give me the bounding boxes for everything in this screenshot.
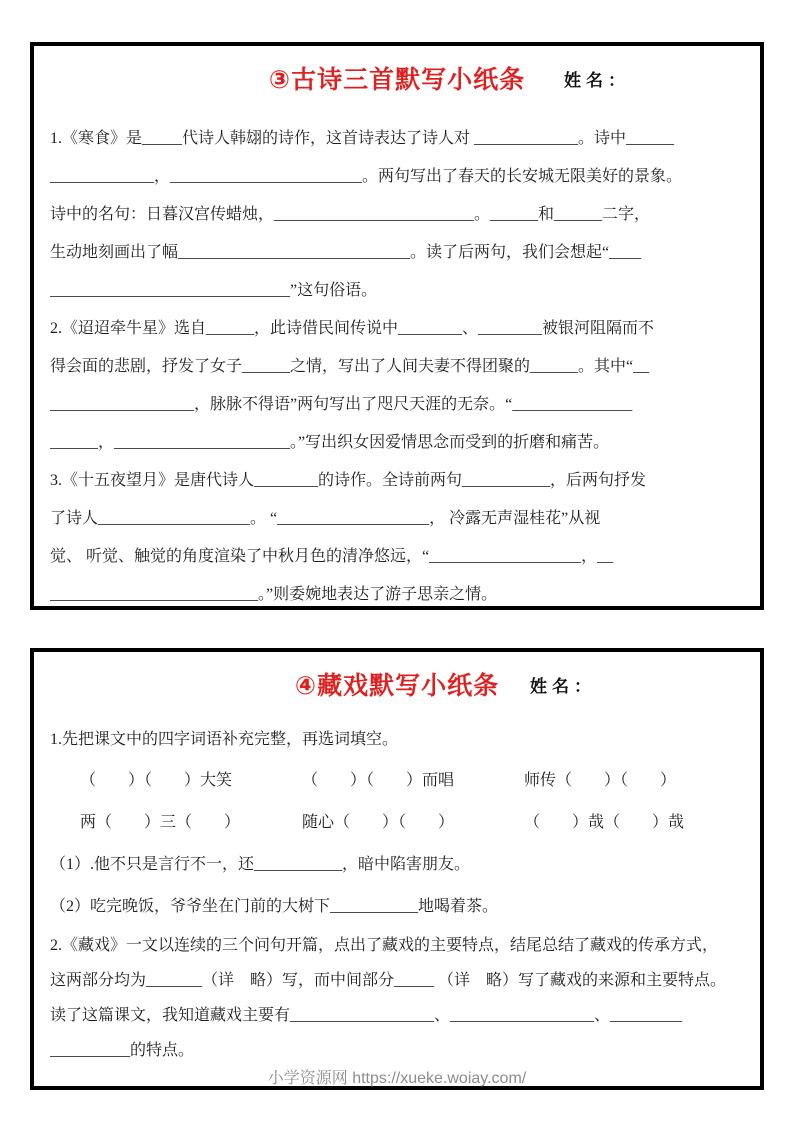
question-line: 1.《寒食》是_____代诗人韩翃的诗作，这首诗表达了诗人对 _____________。诗中______ [50, 130, 675, 147]
word-blank: 随心（ ）（ ） [302, 814, 455, 831]
word-blank: （ ）（ ）大笑 [80, 772, 233, 789]
question-line: __________________，脉脉不得语”两句写出了咫尺天涯的无奈。“_______________ [50, 396, 633, 413]
card-body [34, 96, 760, 614]
question-line: ______________________________”这句俗语。 [50, 282, 378, 299]
question-line: 诗中的名句：日暮汉宫传蜡烛，_________________________。______和______二字， [50, 206, 651, 223]
question-line: __________的特点。 [50, 1042, 195, 1059]
worksheet-card-tibetan-opera [30, 648, 764, 1090]
question-line: ______，______________________。”写出织女因爱情思念而受到的折磨和痛苦。 [50, 434, 610, 451]
name-label: 姓名： [530, 677, 596, 696]
question-intro: 1.先把课文中的四字词语补充完整，再选词填空。 [50, 731, 399, 748]
card-body [34, 702, 760, 1068]
word-blank: 师传（ ）（ ） [524, 772, 677, 789]
card-title: ③古诗三首默写小纸条 [268, 66, 526, 94]
question-line: 这两部分均为_______（详 略）写，而中间部分_____ （详 略）写了藏戏的来源和主要特点。 [50, 972, 727, 989]
question-line: _____________，________________________。两句写出了春天的长安城无限美好的景象。 [50, 168, 683, 185]
card-header [34, 666, 760, 702]
worksheet-card-ancient-poems [30, 42, 764, 610]
question-line: 2.《藏戏》一文以连续的三个问句开篇，点出了藏戏的主要特点，结尾总结了藏戏的传承方式， [50, 937, 719, 954]
question-line: 了诗人___________________。 “___________________， 冷露无声湿桂花”从视 [50, 510, 601, 527]
word-fill-grid [50, 760, 746, 844]
question-line: 读了这篇课文，我知道藏戏主要有__________________、__________________、_________ [50, 1007, 683, 1024]
card-header [34, 60, 760, 96]
question-line: 2.《迢迢牵牛星》选自______，此诗借民间传说中________、________被银河阻隔而不 [50, 320, 655, 337]
question-line: __________________________。”则委婉地表达了游子思亲之情。 [50, 586, 498, 603]
word-blank: 两（ ）三（ ） [80, 814, 241, 831]
sub-question-line: （1）.他不只是言行不一，还___________，暗中陷害朋友。 [50, 856, 471, 873]
word-blank: （ ）哉（ ）哉 [524, 814, 685, 831]
name-label: 姓名： [564, 71, 630, 90]
word-blank: （ ）（ ）而唱 [302, 772, 455, 789]
question-line: 3.《十五夜望月》是唐代诗人________的诗作。全诗前两句___________，后两句抒发 [50, 472, 647, 489]
card-title: ④藏戏默写小纸条 [294, 672, 500, 700]
source-watermark: 小学资源网 https://xueke.woiay.com/ [267, 1070, 527, 1087]
sub-question-line: （2）吃完晚饭，爷爷坐在门前的大树下___________地喝着茶。 [50, 898, 499, 915]
question-line: 得会面的悲剧，抒发了女子______之情，写出了人间夫妻不得团聚的______。其中“__ [50, 358, 650, 375]
question-line: 觉、 听觉、触觉的角度渲染了中秋月色的清净悠远，“___________________，__ [50, 548, 614, 565]
question-line: 生动地刻画出了幅_____________________________。读了后两句，我们会想起“____ [50, 244, 642, 261]
